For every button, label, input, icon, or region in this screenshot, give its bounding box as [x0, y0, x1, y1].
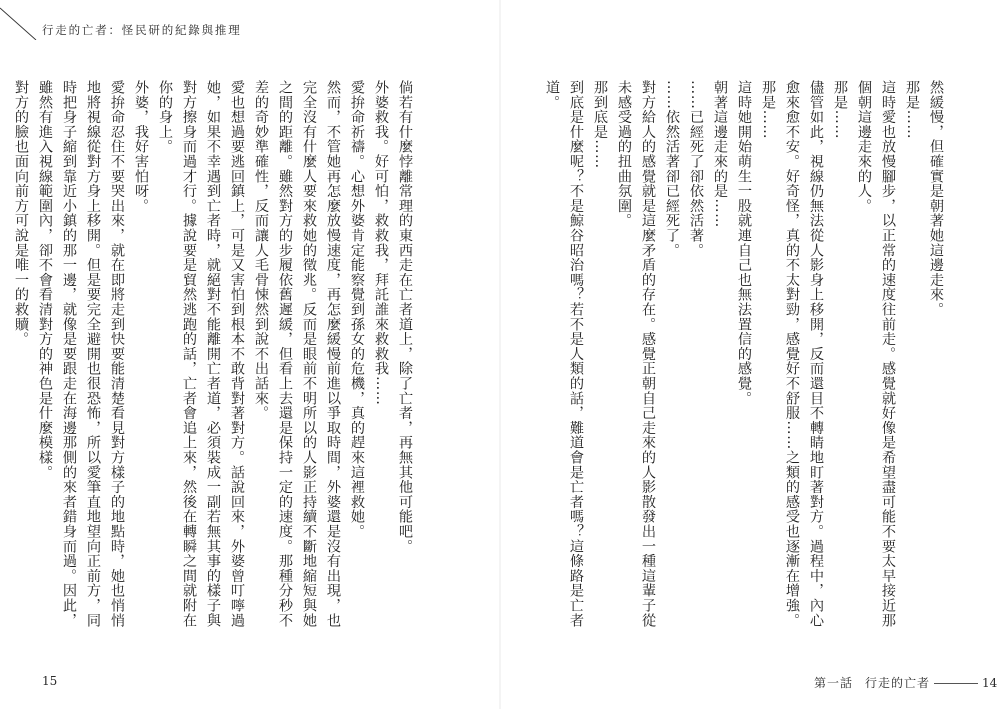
left-paragraph-8: 對方的臉也面向前方可說是唯一的救贖。: [13, 80, 29, 347]
right-paragraph-9: ……已經死了卻依然活著。: [688, 80, 704, 258]
chapter-title: 行走的亡者: [865, 676, 931, 690]
right-paragraph-1: 然緩慢，但確實是朝著她這邊走來。: [928, 80, 944, 317]
right-paragraph-11: 對方給人的感覺就是這麼矛盾的存在。感覺正朝自己走來的人影散發出一種這輩子從未感受過的扭曲氛圍。: [616, 80, 656, 628]
right-page-number: 14: [982, 676, 998, 690]
right-paragraph-7: 這時她開始萌生一股就連自己也無法置信的感覺。: [736, 80, 752, 406]
right-paragraph-8: 朝著這邊走來的是……: [712, 80, 728, 228]
left-page-text: [13, 80, 417, 640]
right-paragraph-5: 儘管如此，視線仍無法從人影身上移開，反而還目不轉睛地盯著對方。過程中，內心愈來愈不安。好奇怪，真的不太對勁，感覺好不舒服……之類的感受也逐漸在增強。: [784, 80, 824, 628]
left-page-body: [13, 80, 417, 640]
chapter-label: 第一話: [814, 676, 854, 690]
right-page-text: [544, 80, 948, 640]
right-paragraph-10: ……依然活著卻已經死了。: [664, 80, 680, 258]
running-head: 行走的亡者：怪民研的紀錄與推理: [42, 23, 242, 37]
left-paragraph-6: 外婆，我好害怕呀。: [133, 80, 149, 214]
left-paragraph-3: 愛拚命祈禱。心想外婆肯定能察覺到孫女的危機，真的趕來這裡救她。: [349, 80, 365, 539]
left-paragraph-1: 倘若有什麼悖離常理的東西走在亡者道上，除了亡者，再無其他可能吧。: [397, 80, 413, 554]
right-paragraph-4: 那是……: [832, 80, 848, 140]
left-paragraph-7: 愛拚命忍住不要哭出來，就在即將走到快要能清楚看見對方樣子的地點時，她也悄悄地將視線從對方身上移開。但是要完全避開也很恐怖，所以愛筆直地望向正前方，同時把身子縮到靠近小鎮的那一邊，就像是要跟走在海邊那側的來者錯身而過。因此，雖然有進入視線範圍內，卻不會看清對方的神色是什麼模樣。: [37, 80, 125, 628]
footer-rule: [934, 683, 978, 684]
corner-rule-decoration: [0, 0, 40, 40]
left-paragraph-4: 然而，不管她再怎麼放慢速度，再怎麼緩慢前進以爭取時間，外婆還是沒有出現，也完全沒有什麼人要來救她的徵兆。反而是眼前不明所以的人影正持續不斷地縮短與她之間的距離。雖然對方的步履依舊遲緩，但看上去還是保持一定的速度。那種分秒不差的奇妙準確性，反而讓人毛骨悚然到說不出話來。: [253, 80, 341, 628]
left-page-number: 15: [42, 674, 58, 688]
gutter-shadow: [499, 0, 501, 709]
right-page-body: [544, 80, 948, 640]
left-paragraph-2: 外婆救我。好可怕，救救我，拜託誰來救救我……: [373, 80, 389, 406]
right-paragraph-3: 這時愛也放慢腳步，以正常的速度往前走。感覺就好像是希望盡可能不要太早接近那個朝這邊走來的人。: [856, 80, 896, 628]
right-paragraph-6: 那是……: [760, 80, 776, 140]
right-paragraph-2: 那是……: [904, 80, 920, 140]
right-paragraph-13: 到底是什麼呢？不是鯨谷昭治嗎？若不是人類的話，難道會是亡者嗎？這條路是亡者道。: [544, 80, 584, 628]
right-paragraph-12: 那到底是……: [592, 80, 608, 169]
left-paragraph-5: 愛也想過要逃回鎮上，可是又害怕到根本不敢背對著對方。話說回來，外婆曾叮嚀過她，如果不幸遇到亡者時，就絕對不能離開亡者道，必須裝成一副若無其事的樣子與對方擦身而過才行。據說要是貿然逃跑的話，亡者會追上來，然後在轉瞬之間就附在你的身上。: [157, 80, 245, 628]
right-footer: [814, 674, 997, 691]
